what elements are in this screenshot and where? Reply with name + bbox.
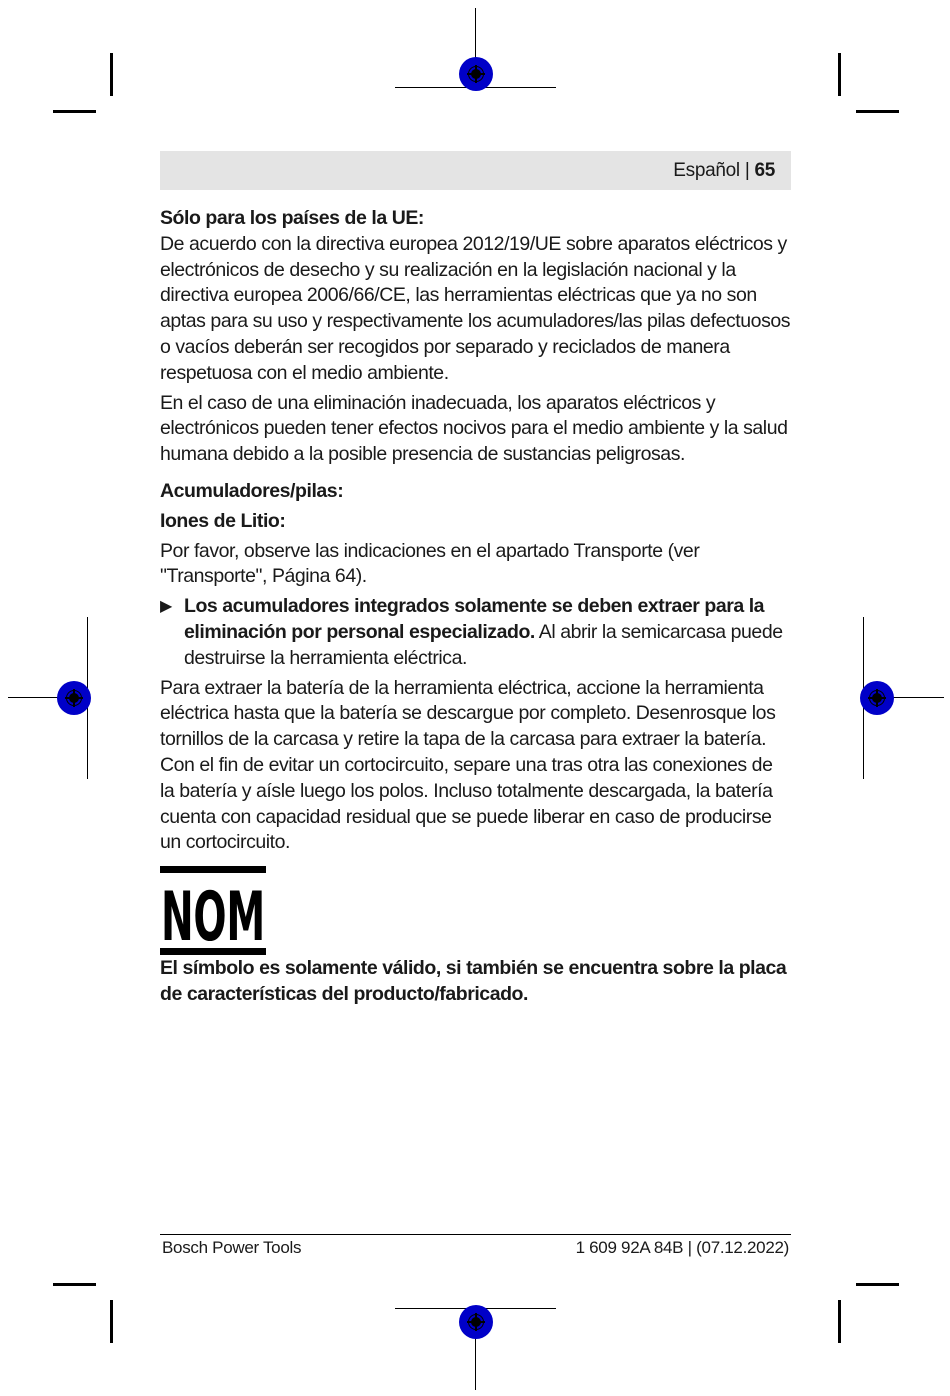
final-note: El símbolo es solamente válido, si también se encuentra sobre la placa de características del producto/fabricado. [160,957,787,1005]
registration-mark-top [459,57,493,91]
nom-logo [160,866,266,956]
header-separator: | [744,160,750,181]
header-text [673,160,775,182]
crop-mark-top-right-vertical [838,53,841,96]
page-header [160,151,791,190]
eu-paragraph-2: En el caso de una eliminación inadecuada, los aparatos eléctricos y electrónicos pueden tener efectos nocivos para el medio ambiente y la salud humana debido a la posible presencia de sustancias peligrosas. [160,391,788,466]
batteries-heading: Acumuladores/pilas: [160,479,344,502]
registration-mark-right [860,681,894,715]
page-number: 65 [754,160,775,181]
removal-paragraph: Para extraer la batería de la herramienta eléctrica, accione la herramienta eléctrica hasta que la batería se descargue por completo. Desenrosque los tornillos de la carcasa y retire la tapa de la carcasa para extraer la batería. Con el fin de evitar un cortocircuito, separe una tras otra las conexiones de la batería y aísle luego los polos. Incluso totalmente descargada, la batería cuenta con capacidad residual que se puede liberar en caso de producirse un cortocircuito. [160,676,776,854]
crop-mark-bottom-left-vertical [110,1300,113,1343]
crop-mark-top-left-horizontal [53,110,96,113]
registration-mark-left [57,681,91,715]
crop-mark-bottom-right-vertical [838,1300,841,1343]
registration-mark-bottom [459,1305,493,1339]
crop-mark-top-right-horizontal [856,110,899,113]
lithium-paragraph: Por favor, observe las indicaciones en el apartado Transporte (ver "Transporte", Página 64). [160,539,700,588]
crop-mark-bottom-left-horizontal [53,1283,96,1286]
nom-logo-text: NOM [161,878,265,958]
header-language: Español [673,160,740,181]
main-content [160,206,791,1008]
bullet-arrow-icon: ▶ [160,598,172,616]
eu-heading: Sólo para los países de la UE: [160,207,424,229]
crop-mark-bottom-right-horizontal [856,1283,899,1286]
warning-bullet [160,594,791,671]
eu-paragraph-1: De acuerdo con la directiva europea 2012/19/UE sobre aparatos eléctricos y electrónicos de desecho y su realización en la legislación nacional y la directiva europea 2006/66/CE, las herramientas eléctricas que ya no son aptas para su uso y respectivamente los acumuladores/las pilas defectuosos o vacíos deberán ser recogidos por separado y reciclados de manera respetuosa con el medio ambiente. [160,232,791,384]
lithium-heading: Iones de Litio: [160,509,286,532]
footer-brand: Bosch Power Tools [162,1238,302,1257]
warning-normal-text: Al abrir la semicarcasa puede destruirse la herramienta eléctrica. [184,620,783,669]
crop-mark-top-left-vertical [110,53,113,96]
warning-bold-text: Los acumuladores integrados solamente se deben extraer para la eliminación por personal especializado. [184,595,765,643]
footer-doc-number: 1 609 92A 84B | (07.12.2022) [575,1238,789,1257]
footer-divider [160,1234,791,1235]
